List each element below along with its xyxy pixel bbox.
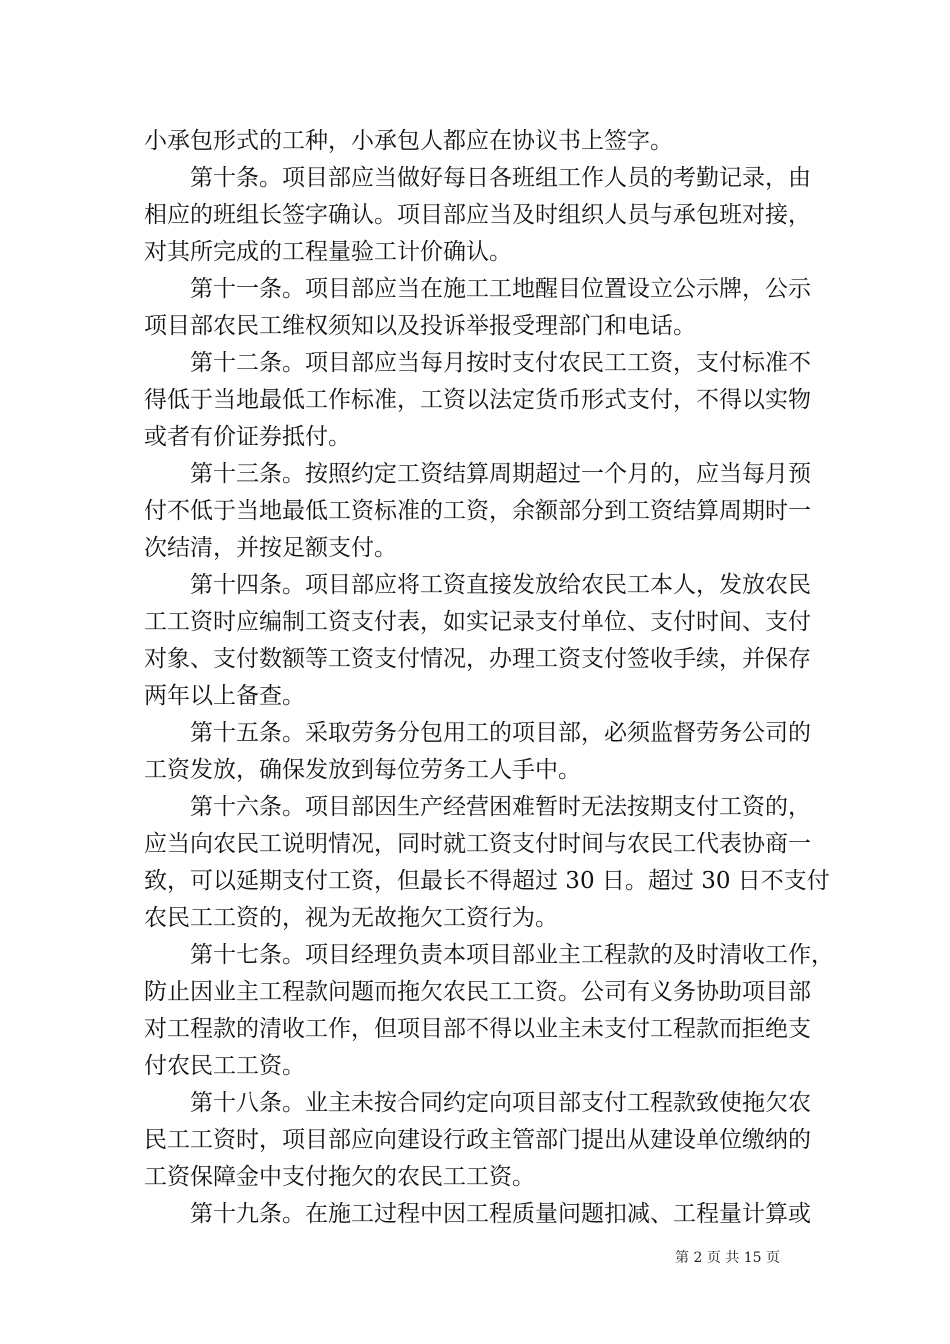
text-line: 防止因业主工程款问题而拖欠农民工工资。公司有义务协助项目部 [144,979,811,1005]
article-13-line: 第十三条。按照约定工资结算周期超过一个月的，应当每月预 [190,461,811,487]
article-15-line: 第十五条。采取劳务分包用工的项目部，必须监督劳务公司的 [190,720,811,746]
text-line: 或者有价证券抵付。 [144,424,351,450]
text-line: 项目部农民工维权须知以及投诉举报受理部门和电话。 [144,313,696,339]
text-line: 对工程款的清收工作，但项目部不得以业主未支付工程款而拒绝支 [144,1016,811,1042]
article-18-line: 第十八条。业主未按合同约定向项目部支付工程款致使拖欠农 [190,1090,811,1116]
text-line: 致，可以延期支付工资，但最长不得超过 30 日。超过 30 日不支付 [144,868,830,894]
text-line: 两年以上备查。 [144,683,305,709]
article-16-line: 第十六条。项目部因生产经营困难暂时无法按期支付工资的， [190,794,811,820]
text-line: 对其所完成的工程量验工计价确认。 [144,239,512,265]
page-number-footer: 第 2 页 共 15 页 [675,1250,780,1266]
text-line: 付不低于当地最低工资标准的工资，余额部分到工资结算周期时一 [144,498,811,524]
article-10-line: 第十条。项目部应当做好每日各班组工作人员的考勤记录，由 [190,165,811,191]
text-line: 相应的班组长签字确认。项目部应当及时组织人员与承包班对接， [144,202,811,228]
text-line: 对象、支付数额等工资支付情况，办理工资支付签收手续，并保存 [144,646,811,672]
article-19-line: 第十九条。在施工过程中因工程质量问题扣减、工程量计算或 [190,1201,811,1227]
article-11-line: 第十一条。项目部应当在施工工地醒目位置设立公示牌，公示 [190,276,811,302]
text-line: 农民工工资的，视为无故拖欠工资行为。 [144,905,558,931]
text-line: 民工工资时，项目部应向建设行政主管部门提出从建设单位缴纳的 [144,1127,811,1153]
text-line: 应当向农民工说明情况，同时就工资支付时间与农民工代表协商一 [144,831,811,857]
text-line: 次结清，并按足额支付。 [144,535,397,561]
article-14-line: 第十四条。项目部应将工资直接发放给农民工本人，发放农民 [190,572,811,598]
text-line: 工工资时应编制工资支付表，如实记录支付单位、支付时间、支付 [144,609,811,635]
article-17-line: 第十七条。项目经理负责本项目部业主工程款的及时清收工作， [190,942,834,968]
text-line: 得低于当地最低工作标准，工资以法定货币形式支付，不得以实物 [144,387,811,413]
text-line: 工资保障金中支付拖欠的农民工工资。 [144,1164,535,1190]
text-line: 工资发放，确保发放到每位劳务工人手中。 [144,757,581,783]
article-12-line: 第十二条。项目部应当每月按时支付农民工工资，支付标准不 [190,350,811,376]
text-line: 付农民工工资。 [144,1053,305,1079]
text-line: 小承包形式的工种，小承包人都应在协议书上签字。 [144,128,673,154]
